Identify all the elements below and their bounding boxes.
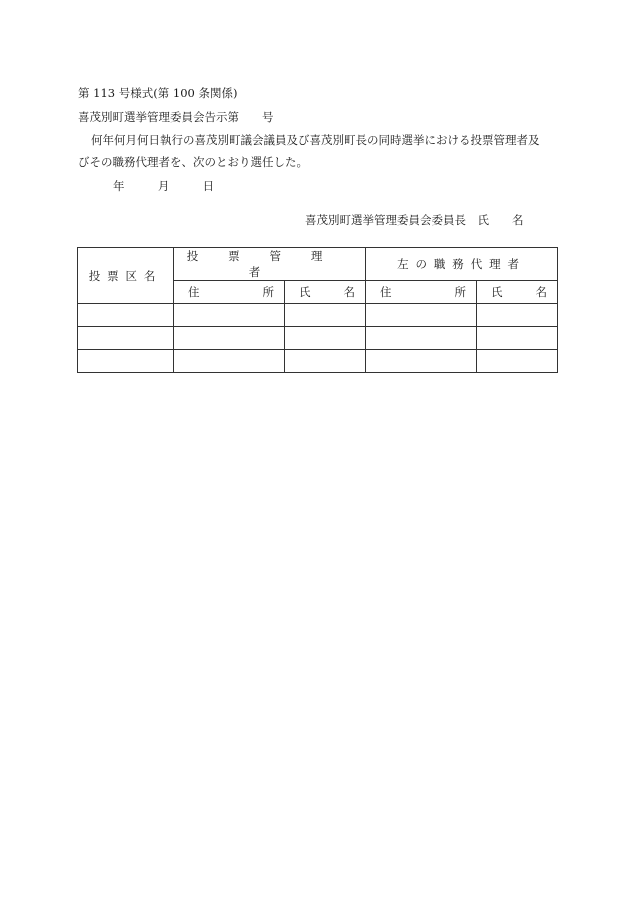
table-cell[interactable]	[366, 327, 477, 350]
appointment-table	[77, 247, 558, 373]
table-cell[interactable]	[78, 304, 174, 327]
table-header-row-1	[78, 248, 558, 281]
header-manager-address: 住 所	[174, 281, 285, 304]
notice-title: 喜茂別町選挙管理委員会告示第 号	[78, 110, 274, 124]
body-text-line-2: びその職務代理者を、次のとおり選任した。	[78, 155, 308, 169]
table-cell[interactable]	[174, 350, 285, 373]
table-cell[interactable]	[477, 350, 558, 373]
table-row	[78, 327, 558, 350]
date-year: 年	[113, 179, 125, 193]
table-cell[interactable]	[366, 350, 477, 373]
date-line	[113, 179, 214, 193]
header-district: 投票区名	[78, 248, 174, 304]
header-deputy-address: 住 所	[366, 281, 477, 304]
header-deputy: 左の職務代理者	[366, 248, 558, 281]
date-month: 月	[157, 179, 170, 193]
body-text-line-1: 何年何月何日執行の喜茂別町議会議員及び喜茂別町長の同時選挙における投票管理者及	[91, 133, 540, 147]
header-manager-name: 氏 名	[285, 281, 366, 304]
signature-line: 喜茂別町選挙管理委員会委員長 氏 名	[305, 213, 524, 227]
table-row	[78, 304, 558, 327]
table-cell[interactable]	[285, 350, 366, 373]
table-cell[interactable]	[285, 304, 366, 327]
form-number: 第 113 号様式(第 100 条関係)	[78, 86, 238, 100]
table-cell[interactable]	[477, 327, 558, 350]
table-row	[78, 350, 558, 373]
table-cell[interactable]	[477, 304, 558, 327]
table-cell[interactable]	[78, 327, 174, 350]
table-cell[interactable]	[174, 327, 285, 350]
table-cell[interactable]	[285, 327, 366, 350]
table-cell[interactable]	[78, 350, 174, 373]
date-day: 日	[202, 179, 215, 193]
header-deputy-name: 氏 名	[477, 281, 558, 304]
table-cell[interactable]	[366, 304, 477, 327]
table-cell[interactable]	[174, 304, 285, 327]
header-polling-manager: 投票管理者	[174, 248, 366, 281]
